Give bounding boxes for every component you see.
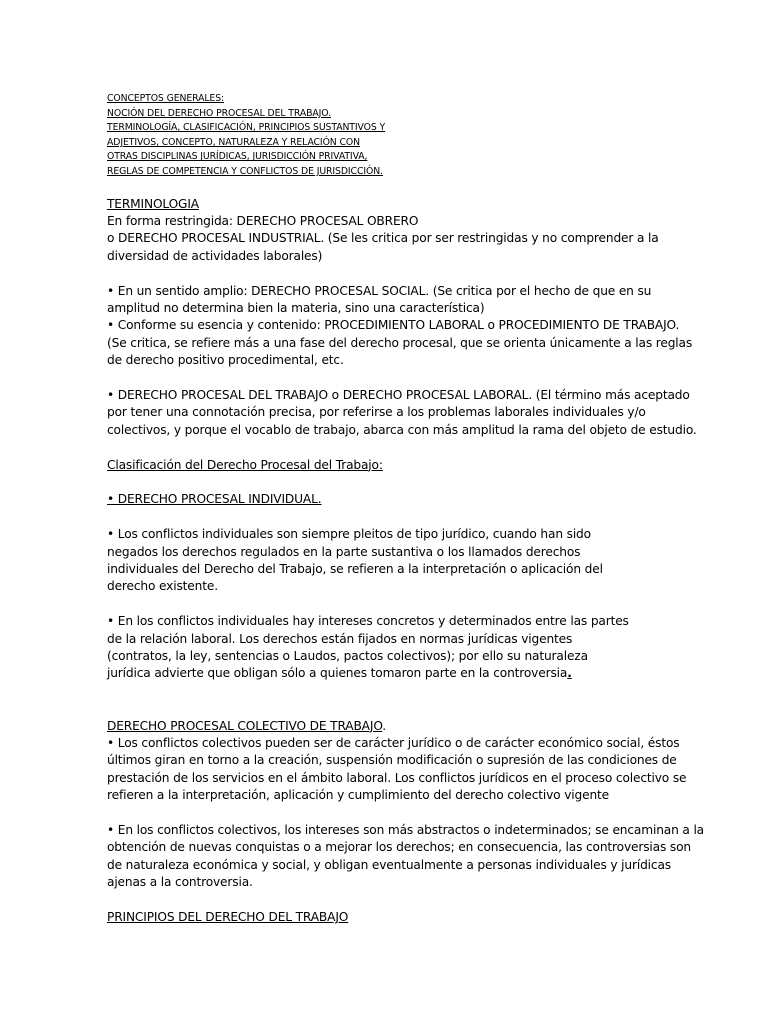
paragraph-line: de la relación laboral. Los derechos están fijados en normas jurídicas vigentes xyxy=(107,631,573,646)
paragraph-line: derecho existente. xyxy=(107,579,218,594)
header-line: ADJETIVOS, CONCEPTO, NATURALEZA Y RELACIÓN CON xyxy=(107,136,360,148)
terminologia-heading: TERMINOLOGIA xyxy=(107,196,199,211)
paragraph-line: refieren a la interpretación, aplicación y cumplimiento del derecho colectivo vigente xyxy=(107,788,609,803)
paragraph-line: • Los conflictos individuales son siempre pleitos de tipo jurídico, cuando han sido xyxy=(107,527,591,542)
paragraph-line: • Los conflictos colectivos pueden ser de carácter jurídico o de carácter económico social, éstos xyxy=(107,736,680,751)
paragraph-line: ajenas a la controversia. xyxy=(107,875,253,890)
paragraph-line: de derecho positivo procedimental, etc. xyxy=(107,353,344,368)
header-line: REGLAS DE COMPETENCIA Y CONFLICTOS DE JURISDICCIÓN. xyxy=(107,165,383,177)
paragraph-gap xyxy=(107,892,687,909)
heading-period: . xyxy=(382,718,387,733)
paragraph-gap xyxy=(107,683,687,700)
paragraph-line: últimos giran en torno a la creación, suspensión modificación o supresión de las condiciones de xyxy=(107,753,677,768)
paragraph-gap xyxy=(107,596,687,613)
paragraph-gap xyxy=(107,474,687,491)
paragraph-line: (Se critica, se refiere más a una fase del derecho procesal, que se orienta únicamente a las reglas xyxy=(107,335,693,350)
paragraph-gap xyxy=(107,439,687,456)
header-line: OTRAS DISCIPLINAS JURÍDICAS, JURISDICCIÓN PRIVATIVA, xyxy=(107,151,368,163)
paragraph-line: (contratos, la ley, sentencias o Laudos, pactos colectivos); por ello su naturaleza xyxy=(107,649,588,664)
document-body xyxy=(107,196,704,927)
paragraph-line: amplitud no determina bien la materia, sino una característica) xyxy=(107,300,485,315)
paragraph-line: • En los conflictos individuales hay intereses concretos y determinados entre las partes xyxy=(107,614,629,629)
paragraph-line: diversidad de actividades laborales) xyxy=(107,248,323,263)
paragraph-line: • En los conflictos colectivos, los intereses son más abstractos o indeterminados; se encaminan a la xyxy=(107,823,704,838)
paragraph-line-last xyxy=(107,665,687,682)
paragraph-text: jurídica advierte que obligan sólo a quienes tomaron parte en la controversia xyxy=(107,666,568,681)
underlined-period: . xyxy=(567,666,572,681)
paragraph-line: de naturaleza económica y social, y obligan eventualmente a personas individuales y jurídicas xyxy=(107,857,671,872)
colectivo-heading-line xyxy=(107,718,687,735)
paragraph-line: negados los derechos regulados en la parte sustantiva o los llamados derechos xyxy=(107,544,581,559)
paragraph-line: colectivos, y porque el vocablo de trabajo, abarca con más amplitud la rama del objeto de estudio. xyxy=(107,422,697,437)
paragraph-gap xyxy=(107,265,687,282)
paragraph-gap xyxy=(107,509,687,526)
clasificacion-heading: Clasificación del Derecho Procesal del Trabajo: xyxy=(107,457,383,472)
paragraph-line: • En un sentido amplio: DERECHO PROCESAL SOCIAL. (Se critica por el hecho de que en su xyxy=(107,283,652,298)
paragraph-gap xyxy=(107,700,687,717)
paragraph-line: • DERECHO PROCESAL DEL TRABAJO o DERECHO PROCESAL LABORAL. (El término más aceptado xyxy=(107,388,690,402)
paragraph-line: por tener una connotación precisa, por referirse a los problemas laborales individuales y/o xyxy=(107,405,646,420)
colectivo-heading: DERECHO PROCESAL COLECTIVO DE TRABAJO xyxy=(107,718,383,733)
header-line: NOCIÓN DEL DERECHO PROCESAL DEL TRABAJO. xyxy=(107,107,332,119)
paragraph-line: individuales del Derecho del Trabajo, se refieren a la interpretación o aplicación del xyxy=(107,562,603,577)
paragraph-gap xyxy=(107,370,687,387)
header-line: CONCEPTOS GENERALES: xyxy=(107,93,225,104)
document-header xyxy=(107,92,687,180)
document-page xyxy=(107,92,704,926)
principios-heading: PRINCIPIOS DEL DERECHO DEL TRABAJO xyxy=(107,910,349,925)
paragraph-line: • Conforme su esencia y contenido: PROCEDIMIENTO LABORAL o PROCEDIMIENTO DE TRABAJO. xyxy=(107,318,680,333)
individual-heading: • DERECHO PROCESAL INDIVIDUAL. xyxy=(107,492,322,507)
paragraph-line: prestación de los servicios en el ámbito laboral. Los conflictos jurídicos en el proceso colectivo se xyxy=(107,770,687,785)
paragraph-line: o DERECHO PROCESAL INDUSTRIAL. (Se les critica por ser restringidas y no comprender a la xyxy=(107,231,659,246)
paragraph-line: obtención de nuevas conquistas o a mejorar los derechos; en consecuencia, las controversias son xyxy=(107,840,691,855)
paragraph-line: En forma restringida: DERECHO PROCESAL OBRERO xyxy=(107,213,419,228)
header-line: TERMINOLOGÍA, CLASIFICACIÓN, PRINCIPIOS SUSTANTIVOS Y xyxy=(107,122,386,134)
paragraph-gap xyxy=(107,805,687,822)
